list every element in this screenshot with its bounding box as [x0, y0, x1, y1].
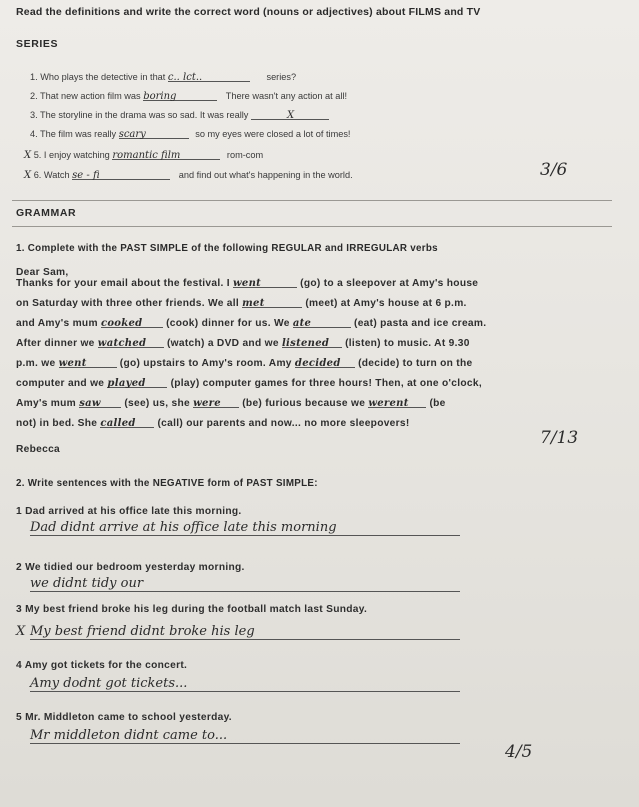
- divider-line: [12, 200, 612, 201]
- ex2-question: 1 Dad arrived at his office late this morning.: [16, 506, 242, 517]
- series-q5: X 5. I enjoy watching romantic film rom-com: [24, 150, 264, 161]
- letter-line: After dinner we watched (watch) a DVD and we listened (listen) to music. At 9.30: [16, 338, 470, 349]
- series-heading: SERIES: [16, 38, 59, 50]
- letter-line: Amy's mum saw (see) us, she were (be) furious because we werent (be: [16, 398, 446, 409]
- ex1-score: 7/13: [540, 428, 579, 448]
- letter-greeting: Dear Sam,: [16, 267, 69, 278]
- ex2-question: 3 My best friend broke his leg during the football match last Sunday.: [16, 604, 368, 615]
- letter-line: computer and we played (play) computer games for three hours! Then, at one o'clock,: [16, 378, 482, 389]
- letter-line: p.m. we went (go) upstairs to Amy's room. Amy decided (decide) to turn on the: [16, 358, 473, 369]
- ex2-answer: Mr middleton didnt came to...: [30, 728, 460, 744]
- series-score: 3/6: [540, 160, 568, 180]
- letter-signature: Rebecca: [16, 444, 61, 455]
- series-q2: 2. That new action film was boring There wasn't any action at all!: [30, 91, 348, 102]
- ex2-answer: My best friend didnt broke his leg: [30, 624, 460, 640]
- divider-line: [12, 226, 612, 227]
- wrong-mark: X: [16, 624, 26, 639]
- series-q6: X 6. Watch se - fi and find out what's happening in the world.: [24, 170, 353, 181]
- series-q4: 4. The film was really scary so my eyes were closed a lot of times!: [30, 129, 351, 140]
- series-q3: 3. The storyline in the drama was so sad. It was really X: [30, 110, 329, 120]
- ex2-question: 4 Amy got tickets for the concert.: [16, 660, 188, 671]
- ex2-question: 5 Mr. Middleton came to school yesterday.: [16, 712, 232, 723]
- series-q1: 1. Who plays the detective in that c.. lct.. series?: [30, 72, 297, 83]
- letter-line: Thanks for your email about the festival. I went (go) to a sleepover at Amy's house: [16, 278, 479, 289]
- letter-line: and Amy's mum cooked (cook) dinner for us. We ate (eat) pasta and ice cream.: [16, 318, 487, 329]
- letter-line: not) in bed. She called (call) our parents and now... no more sleepovers!: [16, 418, 410, 429]
- ex2-answer: Amy dodnt got tickets...: [30, 676, 460, 692]
- ex2-instruction: 2. Write sentences with the NEGATIVE form of PAST SIMPLE:: [16, 478, 318, 489]
- letter-line: on Saturday with three other friends. We all met (meet) at Amy's house at 6 p.m.: [16, 298, 467, 309]
- worksheet-title: Read the definitions and write the correct word (nouns or adjectives) about FILMS and TV: [16, 6, 481, 18]
- ex2-score: 4/5: [505, 742, 533, 762]
- ex2-answer: we didnt tidy our: [30, 576, 460, 592]
- ex2-question: 2 We tidied our bedroom yesterday morning.: [16, 562, 245, 573]
- ex1-instruction: 1. Complete with the PAST SIMPLE of the following REGULAR and IRREGULAR verbs: [16, 243, 438, 254]
- grammar-heading: GRAMMAR: [16, 207, 77, 219]
- ex2-answer: Dad didnt arrive at his office late this morning: [30, 520, 460, 536]
